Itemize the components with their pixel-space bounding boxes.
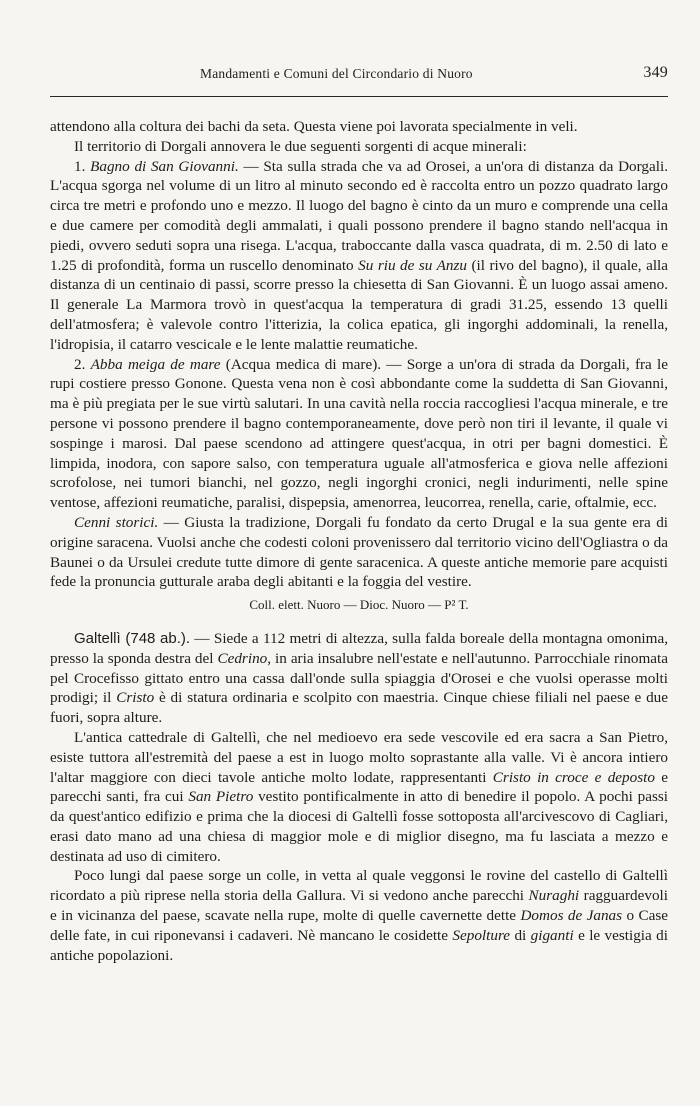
section-heading: Cenni storici. — [74, 513, 159, 531]
spring-name: Bagno di San Giovanni. — [90, 157, 239, 175]
electoral-note: Coll. elett. Nuoro — Dioc. Nuoro — P² T. — [249, 597, 469, 613]
book-page — [50, 0, 669, 964]
running-header — [50, 66, 668, 88]
paragraph-continuation: attendono alla coltura dei bachi da seta. Questa viene poi lavorata specialmente in veli. — [50, 118, 578, 135]
paragraph-abba-meiga: 2. Abba meiga de mare (Acqua medica di mare). — Sorge a un'ora di strada da Dorgali, fra le rupi costiere presso Gonone. Questa vena non è così abbondante come la suddetta di San Giovanni, ma è più pregiata per le sue virtù salutari. In una cavità nella roccia raccogliesi l'acqua minerale, e tre persone vi possono prendere il bagno contemporaneamente, dove però non tiri il levante, il quale vi sospinge i marosi. Dal paese scendono ad attingere quest'acqua, in otri per bagni domestici. È limpida, inodora, con sapore salso, con temperatura uguale all'atmosferica e giova nelle affezioni scrofolose, nei tumori bianchi, nel gozzo, negli ingorghi cronici, negli indurimenti, nelle spine ventose, affezioni reumatiche, paralisi, dispepsia, amenorrea, leucorrea, renella, carie, oftalmie, ecc. — [50, 355, 668, 512]
paragraph-cattedrale: L'antica cattedrale di Galtellì, che nel medioevo era sede vescovile ed era sacra a San Pietro, esiste tuttora all'estremità del paese a est in luogo molto soprastante alla valle. Vi è ancora intiero l'altar maggiore con dieci tavole antiche molto lodate, rappresentanti Cristo in croce e deposto e parecchi santi, fra cui San Pietro vestito pontificalmente in atto di benedire il popolo. A pochi passi da quest'antico edifizio e prima che la diocesi di Galtellì fosse sottoposta all'arcivescovo di Cagliari, erasi dato mano ad una chiesa di maggior mole e di miglior disegno, ma fu lasciata a mezzo e destinata ad uso di cimitero. — [50, 728, 668, 865]
entry-heading: Galtellì (748 ab.). — [74, 629, 191, 647]
spring-name: Abba meiga de mare — [90, 355, 221, 373]
page-number: 349 — [643, 64, 668, 81]
page-body — [50, 117, 668, 965]
paragraph-bagno-san-giovanni: 1. Bagno di San Giovanni. — Sta sulla strada che va ad Orosei, a un'ora di distanza da Dorgali. L'acqua sgorga nel volume di un litro al minuto secondo ed è raccolta entro un pozzo quadrato largo circa tre metri e profondo uno e mezzo. Il luogo del bagno è cinto da un muro e comprende una cella e due camere per comodità degli ammalati, i quali possono prendere il bagno stando nell'acqua in piedi, ovvero seduti sopra una risega. L'acqua, traboccante dalla vasca quadrata, di m. 2.50 di lato e 1.25 di profondità, forma un ruscello denominato Su riu de su Anzu (il rivo del bagno), il quale, alla distanza di un centinaio di passi, scorre presso la chiesetta di San Giovanni. È un luogo assai ameno. Il generale La Marmora trovò in quest'acqua la temperatura di gradi 31.25, essendo 13 quelli dell'atmosfera; è valevole contro l'itterizia, la colica epatica, gli ingorghi addominali, la renella, l'idropisia, il catarro vescicale e le lente malattie reumatiche. — [50, 157, 668, 353]
running-title: Mandamenti e Comuni del Circondario di Nuoro — [200, 66, 473, 81]
paragraph-cenni-storici: Cenni storici. — Giusta la tradizione, Dorgali fu fondato da certo Drugal e la sua gente era di origine saracena. Vuolsi anche che codesti coloni provenissero dal territorio vicino dell'Ogliastra o da Baunei o da Ursulei credute tutte dimore di gente saracenica. A queste antiche memorie pare acquisti fede la pronuncia gutturale araba degli abitanti e la foggia del vestire. — [50, 513, 669, 591]
paragraph-mineral-springs-intro: Il territorio di Dorgali annovera le due seguenti sorgenti di acque minerali: — [74, 137, 527, 155]
paragraph-galtelli: Galtellì (748 ab.). — Siede a 112 metri di altezza, sulla falda boreale della montagna omonima, presso la sponda destra del Cedrino, in aria insalubre nell'estate e nell'autunno. Parrocchiale rinomata pel Crocefisso gittato entro una cassa dall'onde sulla spiaggia d'Orosei e che vuolsi operasse molti prodigi; il Cristo è di statura ordinaria e scolpito con maestria. Cinque chiese filiali nel paese e due fuori, sopra alture. — [50, 629, 669, 727]
stream-name: Su riu de su Anzu — [358, 256, 467, 274]
header-rule — [50, 96, 668, 97]
paragraph-castello: Poco lungi dal paese sorge un colle, in vetta al quale veggonsi le rovine del castello di Galtellì ricordato a più riprese nella storia della Gallura. Vi si vedono anche parecchi Nuraghi ragguardevoli e in vicinanza del paese, scavate nella rupe, molte di quelle cavernette dette Domos de Janas o Case delle fate, in cui riponevansi i cadaveri. Nè mancano le cosidette Sepolture di giganti e le vestigia di antiche popolazioni. — [50, 867, 668, 964]
